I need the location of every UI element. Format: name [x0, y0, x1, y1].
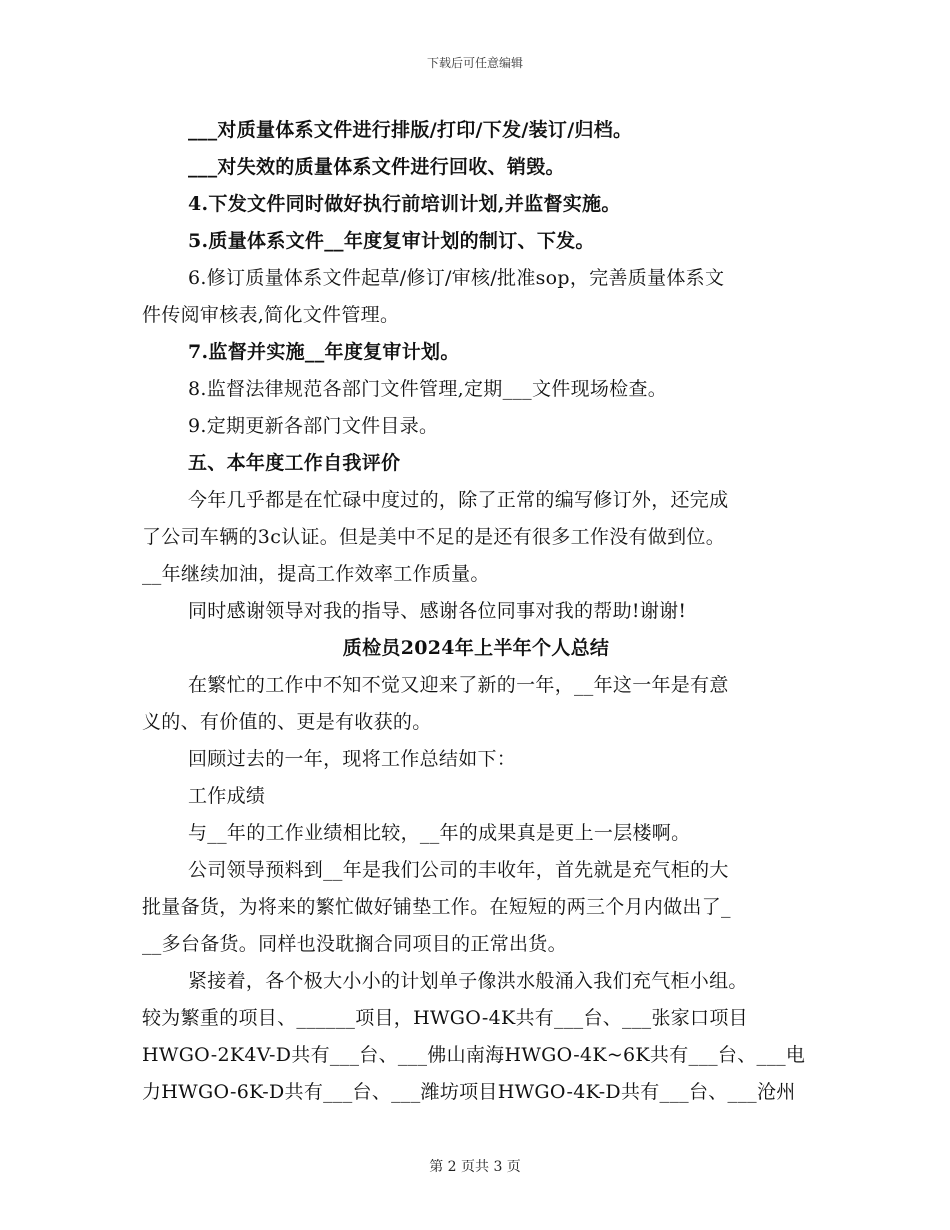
paragraph-line: 批量备货，为将来的繁忙做好铺垫工作。在短短的两三个月内做出了_: [142, 896, 731, 918]
document-body: [142, 112, 810, 1111]
list-item: 4.下发文件同时做好执行前培训计划,并监督实施。: [188, 193, 621, 215]
paragraph-line: 与__年的工作业绩相比较，__年的成果真是更上一层楼啊。: [188, 822, 691, 844]
paragraph-line: 在繁忙的工作中不知不觉又迎来了新的一年，__年这一年是有意: [188, 674, 729, 696]
paragraph-line: 回顾过去的一年，现将工作总结如下：: [188, 748, 517, 770]
paragraph-line: 力HWGO-6K-D共有___台、___潍坊项目HWGO-4K-D共有___台、___沧州: [142, 1081, 796, 1103]
list-item: 9.定期更新各部门文件目录。: [188, 415, 439, 437]
list-item: 5.质量体系文件__年度复审计划的制订、下发。: [188, 230, 595, 252]
subheading: 工作成绩: [188, 785, 266, 807]
page-header: 下载后可任意编辑: [426, 56, 523, 70]
paragraph-line: 公司领导预料到__年是我们公司的丰收年，首先就是充气柜的大: [188, 859, 729, 881]
paragraph-line: 紧接着，各个极大小小的计划单子像洪水般涌入我们充气柜小组。: [188, 970, 748, 992]
paragraph-line: 了公司车辆的3c认证。但是美中不足的是还有很多工作没有做到位。: [142, 526, 726, 548]
section-heading: 五、本年度工作自我评价: [188, 452, 401, 474]
page-number: 第 2 页共 3 页: [429, 1159, 521, 1175]
paragraph-line: 义的、有价值的、更是有收获的。: [142, 711, 432, 733]
paragraph-line: HWGO-2K4V-D共有___台、___佛山南海HWGO-4K~6K共有___台、___电: [142, 1044, 806, 1066]
paragraph-line: __年继续加油，提高工作效率工作质量。: [142, 563, 490, 585]
paragraph-line: 件传阅审核表,简化文件管理。: [142, 304, 400, 326]
paragraph-line: 6.修订质量体系文件起草/修订/审核/批准sop，完善质量体系文: [188, 267, 725, 289]
list-item: 7.监督并实施__年度复审计划。: [188, 341, 460, 363]
paragraph-line: 今年几乎都是在忙碌中度过的，除了正常的编写修订外，还完成: [188, 489, 729, 511]
paragraph-line: 较为繁重的项目、______项目，HWGO-4K共有___台、___张家口项目: [142, 1007, 748, 1029]
list-item: ___对失效的质量体系文件进行回收、销毁。: [188, 156, 565, 178]
document-title: 质检员2024年上半年个人总结: [342, 637, 610, 659]
list-item: ___对质量体系文件进行排版/打印/下发/装订/归档。: [188, 119, 633, 141]
paragraph-line: __多台备货。同样也没耽搁合同项目的正常出货。: [142, 933, 567, 955]
list-item: 8.监督法律规范各部门文件管理,定期___文件现场检查。: [188, 378, 668, 400]
paragraph-line: 同时感谢领导对我的指导、感谢各位同事对我的帮助!谢谢!: [188, 600, 687, 622]
